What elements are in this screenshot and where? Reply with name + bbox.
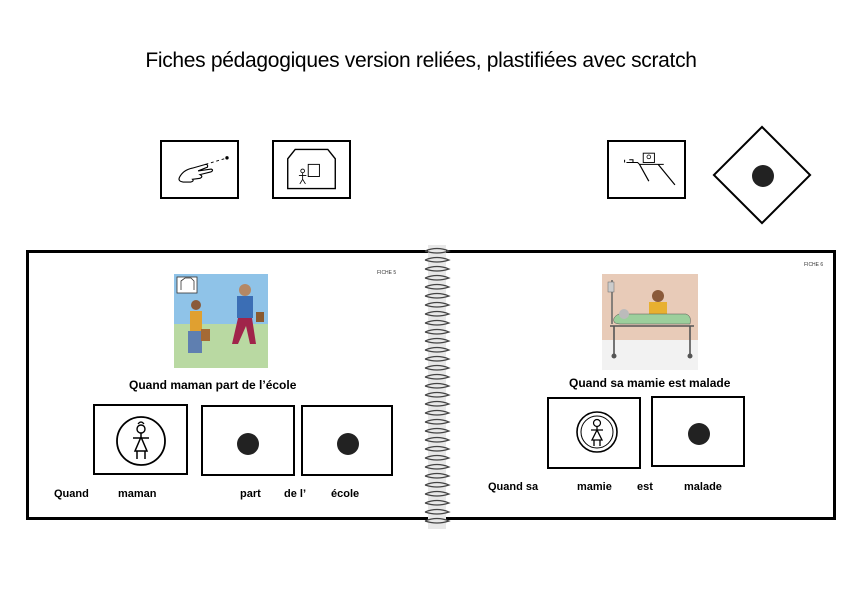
word-mamie: mamie: [577, 481, 612, 493]
velcro-card-1: [201, 405, 295, 476]
grandma-card: [547, 397, 641, 469]
grandmother-icon: [549, 399, 643, 471]
page-title: Fiches pédagogiques version reliées, plastifiées avec scratch: [145, 49, 697, 72]
hospital-bed-picto: [607, 140, 686, 199]
word-ecole: école: [331, 488, 360, 500]
hospital-bed-icon: [609, 142, 684, 197]
velcro-dot-icon: [337, 433, 359, 455]
velcro-card-3: [651, 396, 745, 467]
word-quand: Quand: [54, 488, 89, 500]
pointing-hand-icon: [162, 142, 237, 197]
woman-icon: [95, 406, 190, 477]
velcro-dot-icon: [688, 423, 710, 445]
word-maman: maman: [118, 488, 157, 500]
grandma-sick-illustration: [602, 274, 698, 370]
caption-left: Quand maman part de l’école: [129, 378, 297, 392]
school-picto: [272, 140, 351, 199]
mother-card: [93, 404, 188, 475]
word-de-l: de l’: [284, 488, 307, 500]
fiche-label-right: FICHE 6: [804, 262, 824, 268]
spiral-binding: [422, 245, 452, 529]
school-icon: [274, 142, 349, 197]
fiche-label-left: FICHE 5: [377, 270, 397, 276]
word-quand-sa: Quand sa: [488, 481, 539, 493]
word-est: est: [637, 481, 653, 493]
mother-leaving-school-illustration: [174, 274, 268, 368]
pointing-hand-picto: [160, 140, 239, 199]
velcro-dot-icon: [237, 433, 259, 455]
velcro-dot-icon: [752, 165, 774, 187]
word-part: part: [240, 488, 261, 500]
open-binder: [26, 250, 836, 520]
word-malade: malade: [684, 481, 722, 493]
velcro-card-2: [301, 405, 393, 476]
caption-right: Quand sa mamie est malade: [569, 376, 731, 390]
